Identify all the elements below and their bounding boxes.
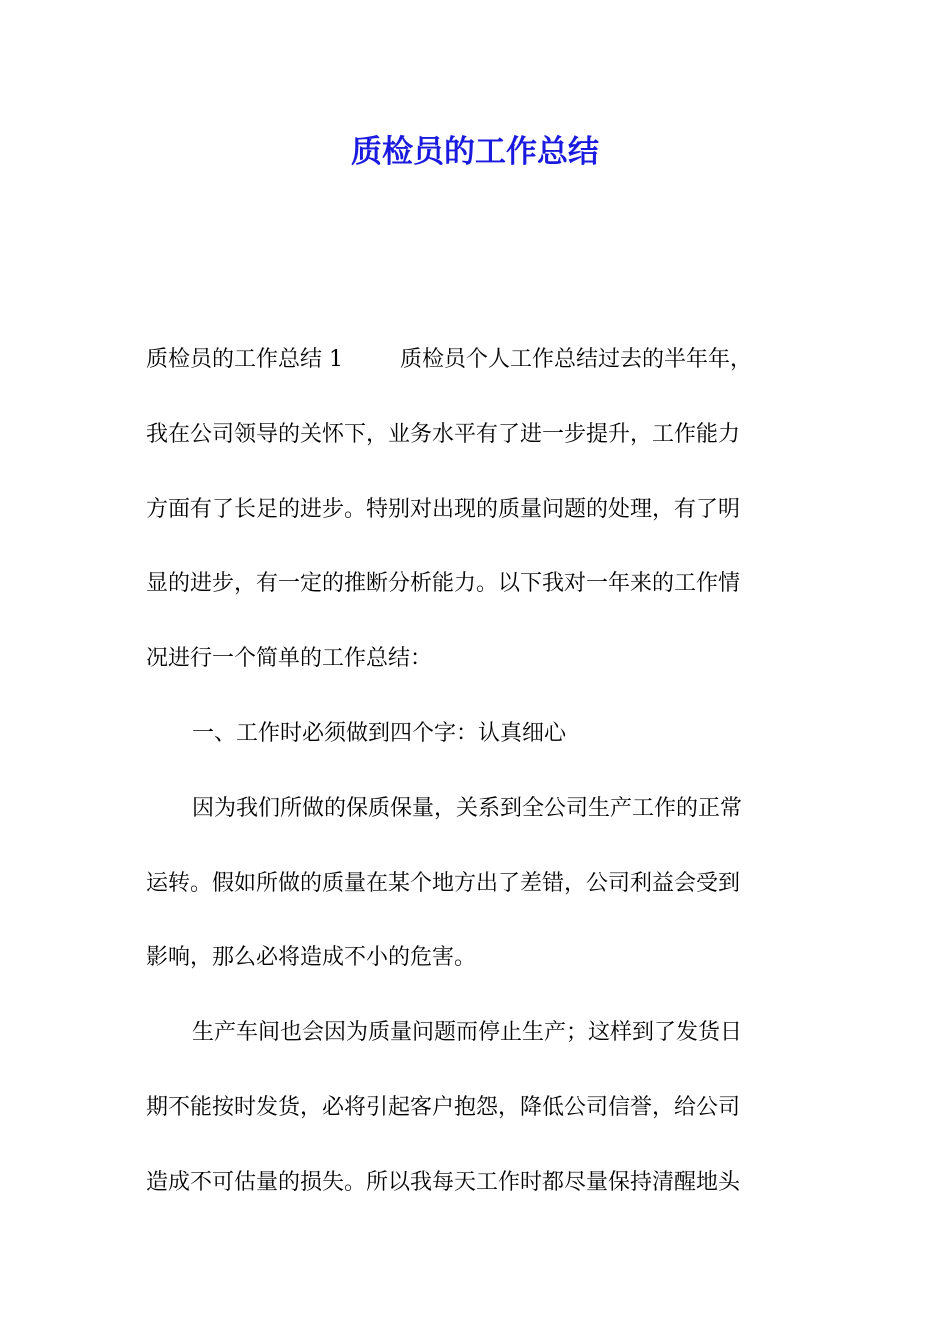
paragraph-line: 我在公司领导的关怀下，业务水平有了进一步提升，工作能力 (146, 421, 741, 447)
document-title: 质检员的工作总结 (351, 134, 599, 170)
paragraph-line: 生产车间也会因为质量问题而停止生产；这样到了发货日 (192, 1020, 743, 1046)
paragraph-text: 质检员个人工作总结过去的半年年， (400, 347, 753, 372)
paragraph-line: 造成不可估量的损失。所以我每天工作时都尽量保持清醒地头 (146, 1169, 741, 1195)
paragraph-line: 运转。假如所做的质量在某个地方出了差错，公司利益会受到 (146, 870, 741, 896)
paragraph-line: 显的进步，有一定的推断分析能力。以下我对一年来的工作情 (146, 571, 741, 597)
section-heading: 质检员的工作总结 1 (146, 347, 343, 372)
paragraph-line: 影响，那么必将造成不小的危害。 (146, 945, 477, 971)
document-body (146, 338, 806, 1236)
paragraph-line: 方面有了长足的进步。特别对出现的质量问题的处理，有了明 (146, 496, 741, 522)
section-subheading: 一、工作时必须做到四个字：认真细心 (192, 720, 567, 746)
paragraph-line (146, 338, 806, 413)
paragraph-line: 期不能按时发货，必将引起客户抱怨，降低公司信誉，给公司 (146, 1094, 741, 1120)
paragraph-line: 因为我们所做的保质保量，关系到全公司生产工作的正常 (192, 795, 743, 821)
paragraph-line: 况进行一个简单的工作总结： (146, 646, 433, 672)
